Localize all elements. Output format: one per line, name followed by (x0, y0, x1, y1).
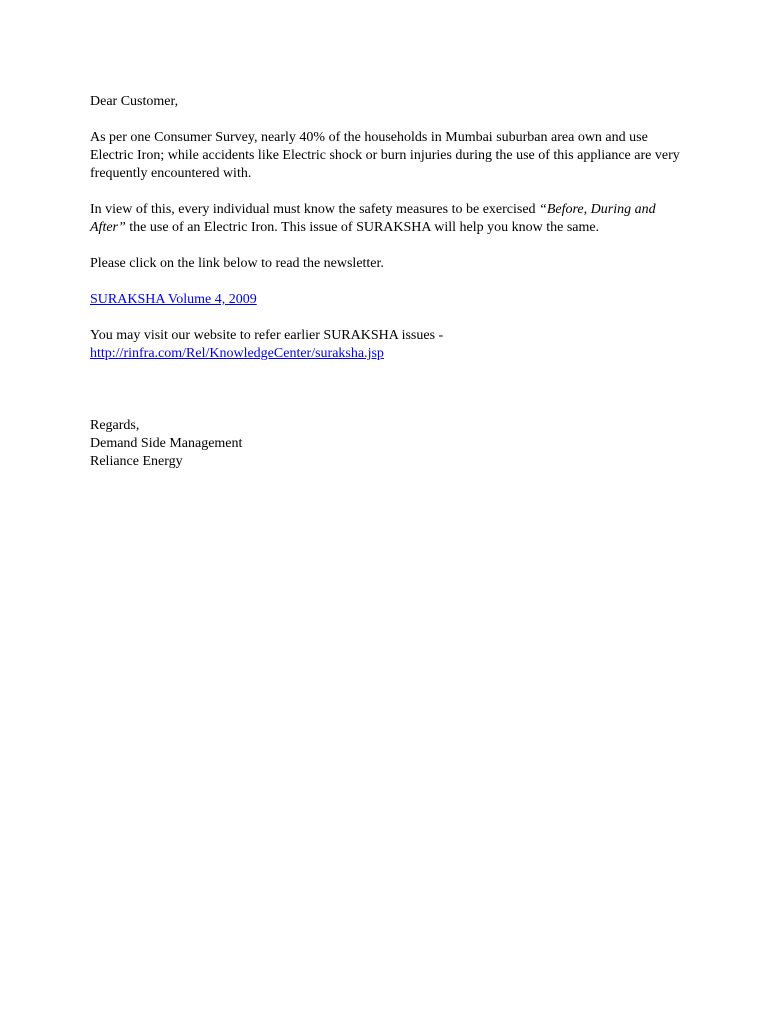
signature-department: Demand Side Management (90, 436, 243, 451)
letter-body (90, 93, 690, 471)
website-link[interactable]: http://rinfra.com/Rel/KnowledgeCenter/suraksha.jsp (90, 346, 384, 361)
paragraph-safety (90, 201, 690, 237)
website-text: You may visit our website to refer earlier SURAKSHA issues - (90, 328, 444, 343)
paragraph-safety-end: the use of an Electric Iron. This issue of SURAKSHA will help you know the same. (125, 220, 600, 235)
newsletter-link-row (90, 291, 690, 309)
paragraph-safety-quote: “Before, During and After” (90, 202, 656, 235)
paragraph-survey: As per one Consumer Survey, nearly 40% of the households in Mumbai suburban area own and use Electric Iron; while accidents like Electric shock or burn injuries during the use of this appliance are very frequently encountered with. (90, 130, 680, 181)
greeting: Dear Customer, (90, 94, 179, 109)
paragraph-safety-start: In view of this, every individual must know the safety measures to be exercised (90, 202, 540, 217)
closing: Regards, (90, 418, 140, 433)
newsletter-link[interactable]: SURAKSHA Volume 4, 2009 (90, 292, 257, 307)
website-link-row (90, 345, 690, 363)
signature-company: Reliance Energy (90, 454, 183, 469)
paragraph-click-instruction: Please click on the link below to read the newsletter. (90, 256, 384, 271)
